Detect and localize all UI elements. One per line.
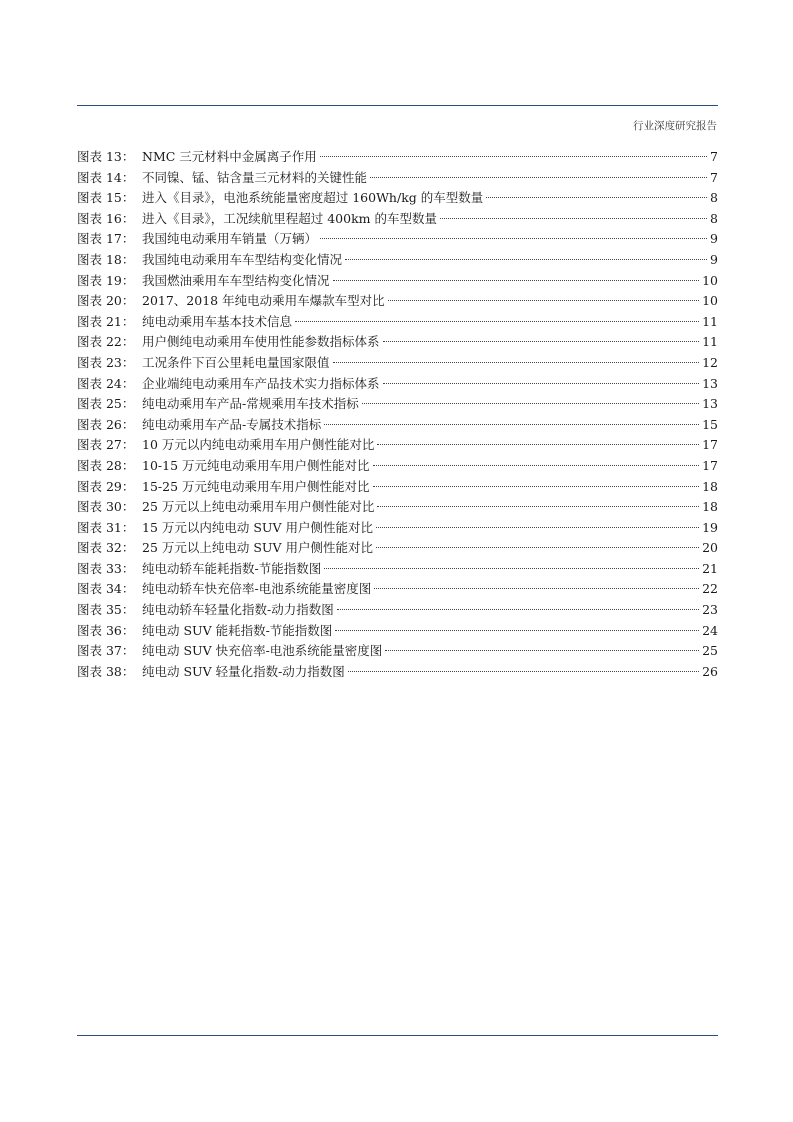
toc-entry[interactable]: [77, 662, 718, 683]
toc-leader-dots: [320, 156, 707, 157]
toc-entry[interactable]: [77, 559, 718, 580]
toc-entry-title: 进入《目录》，工况续航里程超过 400km 的车型数量: [142, 210, 437, 226]
toc-leader-dots: [377, 444, 699, 445]
toc-entry[interactable]: [77, 229, 718, 250]
toc-entry-title: 企业端纯电动乘用车产品技术实力指标体系: [142, 375, 380, 391]
toc-entry[interactable]: [77, 456, 718, 477]
toc-entry-page: 18: [702, 499, 718, 515]
toc-entry-label: 图表 22：: [77, 334, 135, 350]
toc-entry-label: 图表 29：: [77, 478, 135, 494]
toc-entry-label: 图表 20：: [77, 293, 135, 309]
toc-entry[interactable]: [77, 332, 718, 353]
toc-entry-page: 15: [702, 416, 718, 432]
toc-entry-label: 图表 33：: [77, 560, 135, 576]
toc-entry[interactable]: [77, 477, 718, 498]
toc-entry-title: 25 万元以上纯电动乘用车用户侧性能对比: [142, 499, 375, 515]
toc-entry[interactable]: [77, 291, 718, 312]
toc-entry[interactable]: [77, 374, 718, 395]
toc-entry[interactable]: [77, 394, 718, 415]
toc-entry-label: 图表 26：: [77, 416, 135, 432]
toc-entry-label: 图表 31：: [77, 519, 135, 535]
toc-leader-dots: [373, 465, 700, 466]
toc-leader-dots: [335, 630, 699, 631]
toc-entry-label: 图表 28：: [77, 457, 135, 473]
toc-entry[interactable]: [77, 147, 718, 168]
toc-entry-page: 9: [710, 251, 718, 267]
toc-entry-page: 8: [710, 210, 718, 226]
toc-entry-label: 图表 38：: [77, 663, 135, 679]
toc-entry-label: 图表 15：: [77, 190, 135, 206]
toc-leader-dots: [374, 588, 699, 589]
toc-entry-title: 25 万元以上纯电动 SUV 用户侧性能对比: [142, 540, 373, 556]
toc-entry-title: 纯电动轿车轻量化指数-动力指数图: [142, 602, 334, 618]
toc-leader-dots: [337, 609, 699, 610]
toc-entry-page: 23: [702, 602, 718, 618]
toc-entry-title: 纯电动乘用车基本技术信息: [142, 313, 293, 329]
toc-entry-page: 21: [702, 560, 718, 576]
toc-entry-label: 图表 17：: [77, 231, 135, 247]
toc-entry-title: 2017、2018 年纯电动乘用车爆款车型对比: [142, 293, 385, 309]
toc-entry-title: NMC 三元材料中金属离子作用: [142, 149, 317, 164]
toc-entry[interactable]: [77, 209, 718, 230]
toc-entry-page: 19: [702, 519, 718, 535]
toc-entry-title: 15-25 万元纯电动乘用车用户侧性能对比: [142, 478, 370, 494]
footer-rule: [77, 1035, 718, 1036]
toc-leader-dots: [345, 259, 707, 260]
toc-entry-title: 进入《目录》，电池系统能量密度超过 160Wh/kg 的车型数量: [142, 190, 484, 206]
toc-entry[interactable]: [77, 250, 718, 271]
toc-entry[interactable]: [77, 353, 718, 374]
toc-entry[interactable]: [77, 312, 718, 333]
toc-entry-label: 图表 37：: [77, 643, 135, 659]
toc-entry-title: 10 万元以内纯电动乘用车用户侧性能对比: [142, 437, 375, 453]
toc-entry-page: 18: [702, 478, 718, 494]
toc-entry-page: 17: [702, 457, 718, 473]
toc-entry[interactable]: [77, 415, 718, 436]
toc-entry-title: 不同镍、锰、钴含量三元材料的关键性能: [142, 169, 368, 185]
toc-entry-title: 纯电动 SUV 轻量化指数-动力指数图: [142, 663, 345, 679]
report-type-label: 行业深度研究报告: [633, 120, 717, 132]
toc-entry[interactable]: [77, 600, 718, 621]
toc-entry-title: 纯电动乘用车产品-专属技术指标: [142, 416, 322, 432]
toc-entry-label: 图表 19：: [77, 272, 135, 288]
toc-entry-title: 15 万元以内纯电动 SUV 用户侧性能对比: [142, 519, 373, 535]
toc-entry-title: 纯电动轿车能耗指数-节能指数图: [142, 560, 322, 576]
toc-leader-dots: [362, 403, 699, 404]
toc-entry-title: 纯电动 SUV 能耗指数-节能指数图: [142, 622, 333, 638]
toc-leader-dots: [377, 506, 699, 507]
toc-leader-dots: [370, 177, 707, 178]
toc-leader-dots: [383, 341, 700, 342]
figure-list: [77, 147, 718, 682]
toc-entry-label: 图表 16：: [77, 210, 135, 226]
toc-entry-page: 11: [702, 313, 718, 329]
toc-leader-dots: [295, 321, 699, 322]
toc-entry[interactable]: [77, 579, 718, 600]
toc-leader-dots: [320, 238, 707, 239]
toc-entry-page: 20: [702, 540, 718, 556]
toc-leader-dots: [373, 486, 700, 487]
toc-entry-title: 我国燃油乘用车车型结构变化情况: [142, 272, 330, 288]
toc-leader-dots: [383, 383, 700, 384]
toc-entry-label: 图表 35：: [77, 602, 135, 618]
toc-entry-page: 25: [702, 643, 718, 659]
toc-entry[interactable]: [77, 271, 718, 292]
toc-entry-page: 22: [702, 581, 718, 597]
toc-leader-dots: [376, 527, 699, 528]
toc-leader-dots: [376, 547, 699, 548]
toc-entry-page: 10: [702, 293, 718, 309]
toc-leader-dots: [333, 362, 700, 363]
toc-leader-dots: [486, 197, 707, 198]
toc-entry[interactable]: [77, 435, 718, 456]
toc-entry[interactable]: [77, 538, 718, 559]
toc-entry-page: 24: [702, 622, 718, 638]
toc-entry-title: 纯电动轿车快充倍率-电池系统能量密度图: [142, 581, 372, 597]
toc-entry-label: 图表 14：: [77, 169, 135, 185]
toc-entry-label: 图表 25：: [77, 396, 135, 412]
toc-entry[interactable]: [77, 497, 718, 518]
toc-entry-page: 13: [702, 375, 718, 391]
toc-entry-title: 10-15 万元纯电动乘用车用户侧性能对比: [142, 457, 370, 473]
toc-entry-page: 8: [710, 190, 718, 206]
toc-leader-dots: [385, 650, 699, 651]
toc-entry-label: 图表 34：: [77, 581, 135, 597]
toc-leader-dots: [324, 424, 699, 425]
toc-entry-page: 13: [702, 396, 718, 412]
toc-entry-page: 7: [710, 149, 718, 164]
toc-entry-label: 图表 27：: [77, 437, 135, 453]
toc-entry-page: 17: [702, 437, 718, 453]
toc-entry-label: 图表 36：: [77, 622, 135, 638]
toc-entry-label: 图表 32：: [77, 540, 135, 556]
toc-entry-page: 12: [702, 354, 718, 370]
toc-entry-title: 用户侧纯电动乘用车使用性能参数指标体系: [142, 334, 380, 350]
toc-entry-page: 10: [702, 272, 718, 288]
toc-entry-label: 图表 21：: [77, 313, 135, 329]
toc-leader-dots: [333, 280, 700, 281]
toc-entry-title: 我国纯电动乘用车销量（万辆）: [142, 231, 318, 247]
toc-entry-title: 工况条件下百公里耗电量国家限值: [142, 354, 330, 370]
toc-entry-label: 图表 23：: [77, 354, 135, 370]
toc-entry-page: 9: [710, 231, 718, 247]
toc-entry-label: 图表 24：: [77, 375, 135, 391]
toc-entry-title: 我国纯电动乘用车车型结构变化情况: [142, 251, 343, 267]
toc-entry-label: 图表 13：: [77, 149, 135, 164]
toc-entry[interactable]: [77, 621, 718, 642]
header-rule: [77, 105, 718, 106]
toc-entry[interactable]: [77, 518, 718, 539]
toc-leader-dots: [440, 218, 707, 219]
toc-entry-page: 7: [710, 169, 718, 185]
toc-entry[interactable]: [77, 641, 718, 662]
toc-entry-label: 图表 18：: [77, 251, 135, 267]
toc-leader-dots: [348, 671, 699, 672]
toc-entry[interactable]: [77, 168, 718, 189]
toc-entry-label: 图表 30：: [77, 499, 135, 515]
toc-entry-title: 纯电动乘用车产品-常规乘用车技术指标: [142, 396, 359, 412]
toc-entry-page: 11: [702, 334, 718, 350]
toc-leader-dots: [324, 568, 699, 569]
toc-entry[interactable]: [77, 188, 718, 209]
toc-entry-title: 纯电动 SUV 快充倍率-电池系统能量密度图: [142, 643, 383, 659]
toc-entry-page: 26: [702, 663, 718, 679]
toc-leader-dots: [388, 300, 699, 301]
